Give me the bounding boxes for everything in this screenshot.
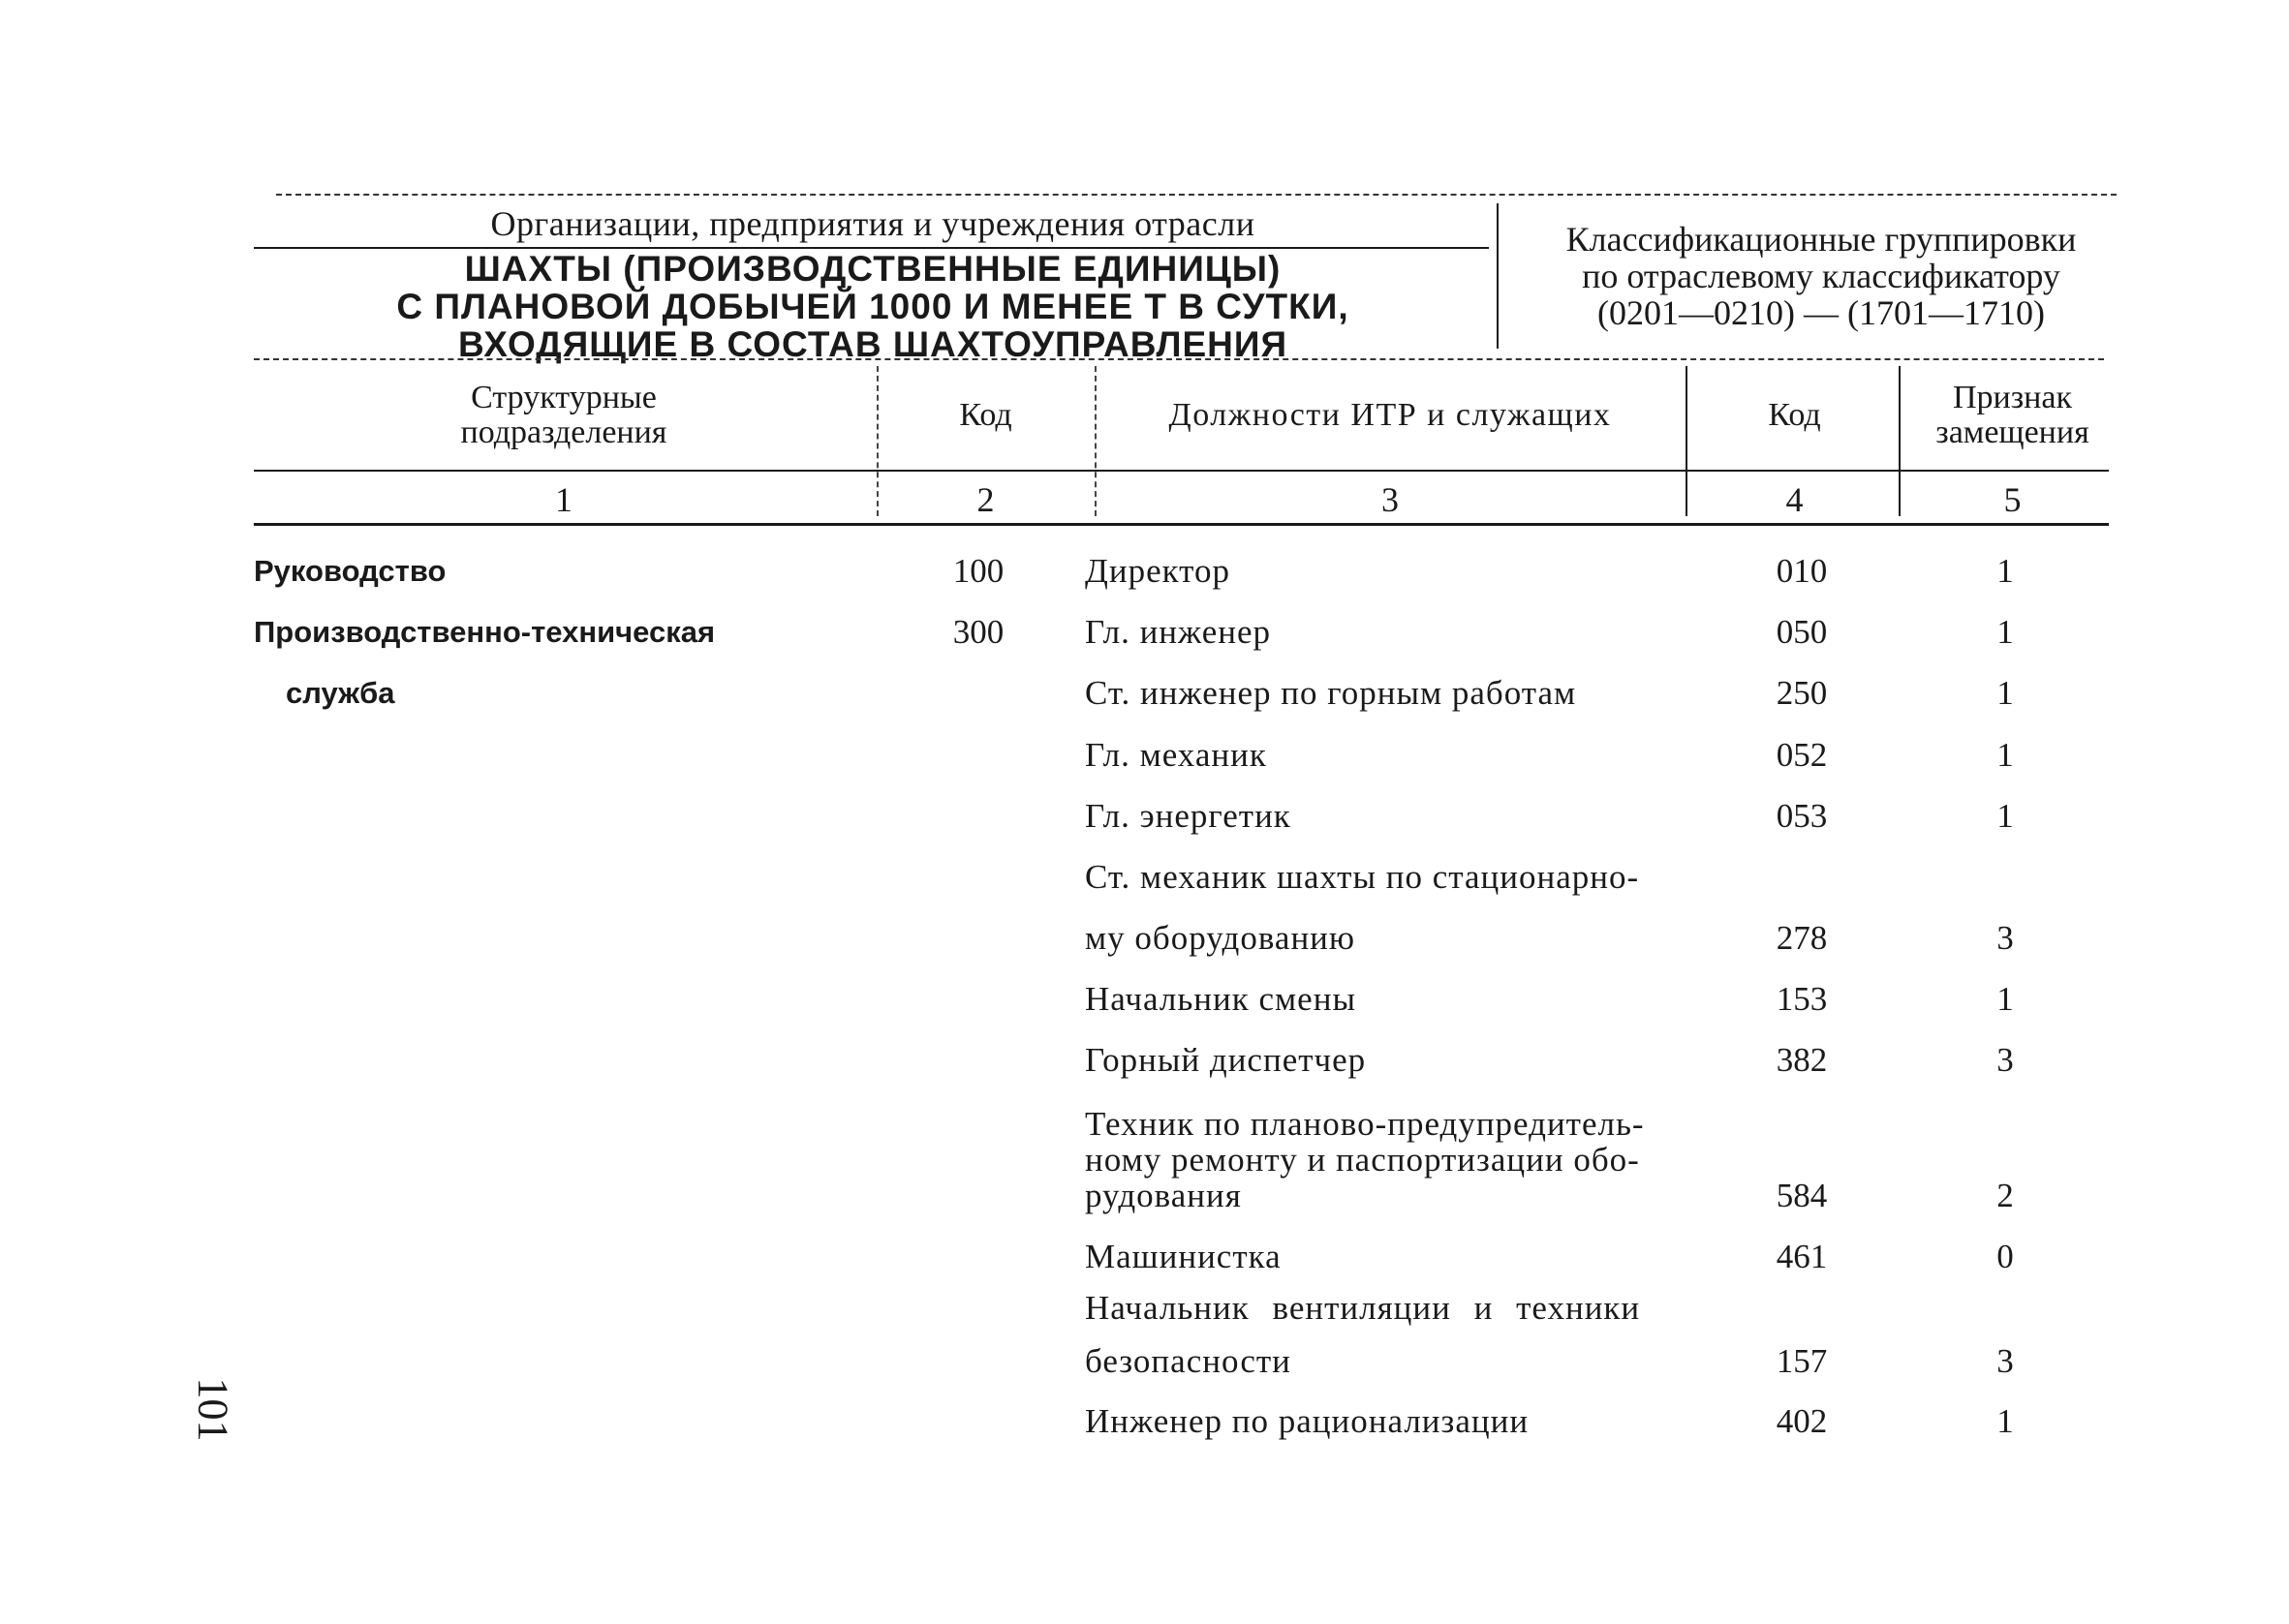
col-number-rule (254, 523, 2109, 526)
unit-code: 100 (952, 552, 1005, 590)
position-code: 052 (1776, 736, 1828, 774)
position-code: 153 (1776, 980, 1828, 1018)
col-number-1: 1 (555, 480, 572, 519)
replacement-sign: 1 (1996, 736, 2014, 774)
classification-line-1: Классификационные группировки (1565, 220, 2077, 259)
replacement-sign: 1 (1996, 1402, 2014, 1440)
position-code: 157 (1776, 1342, 1828, 1380)
replacement-sign: 3 (1996, 1342, 2014, 1380)
position-title-line: Техник по планово-предупредитель- (1085, 1105, 1645, 1143)
unit-name: служба (286, 676, 395, 710)
col-header-positions: Должности ИТР и служащих (1168, 397, 1612, 433)
top-rule (276, 194, 2117, 196)
col-number-3: 3 (1381, 480, 1399, 519)
position-title-line: ному ремонту и паспортизации обо- (1085, 1141, 1640, 1179)
position-code: 382 (1776, 1041, 1828, 1079)
position-code: 250 (1776, 674, 1828, 712)
position-title: Инженер по рационализации (1085, 1402, 1530, 1440)
col-number-5: 5 (2003, 480, 2022, 519)
position-code: 010 (1776, 552, 1828, 590)
replacement-sign: 1 (1996, 980, 2014, 1018)
classification-heading (1521, 221, 2121, 331)
position-title-line: Ст. механик шахты по стационарно- (1085, 858, 1640, 896)
replacement-sign: 1 (1996, 613, 2014, 651)
position-title-line: рудования (1085, 1177, 1242, 1214)
position-title: Ст. инженер по горным работам (1085, 674, 1577, 712)
position-code: 278 (1776, 919, 1828, 957)
position-code: 053 (1776, 797, 1828, 835)
col-number-2: 2 (976, 480, 995, 519)
unit-code: 300 (952, 613, 1005, 651)
replacement-sign: 3 (1996, 1041, 2014, 1079)
unit-name: Производственно-техническая (254, 615, 716, 649)
position-code: 584 (1776, 1177, 1828, 1214)
position-title-line: Начальник вентиляции и техники (1085, 1289, 1641, 1327)
position-title: Гл. энергетик (1085, 797, 1291, 835)
header-divider (1497, 203, 1499, 349)
document-title (257, 250, 1489, 363)
position-code: 402 (1776, 1402, 1828, 1440)
header-bottom-rule (254, 358, 2104, 360)
position-code: 461 (1776, 1238, 1828, 1275)
title-line-3: ВХОДЯЩИЕ В СОСТАВ ШАХТОУПРАВЛЕНИЯ (457, 324, 1288, 364)
replacement-sign: 0 (1996, 1238, 2014, 1275)
col-divider-3 (1686, 366, 1687, 516)
col-divider-1 (877, 366, 879, 516)
position-title: Директор (1085, 552, 1231, 590)
position-title-line: му оборудованию (1085, 919, 1356, 957)
title-line-2: С ПЛАНОВОЙ ДОБЫЧЕЙ 1000 И МЕНЕЕ Т В СУТКИ, (396, 287, 1349, 326)
col-header-unit-code: Код (959, 397, 1012, 433)
title-line-1: ШАХТЫ (ПРОИЗВОДСТВЕННЫЕ ЕДИНИЦЫ) (464, 249, 1282, 289)
replacement-sign: 1 (1996, 552, 2014, 590)
organizations-heading: Организации, предприятия и учреждения отрасли (490, 204, 1255, 243)
col-divider-4 (1899, 366, 1901, 516)
col-header-position-code: Код (1768, 397, 1821, 433)
unit-name: Руководство (254, 554, 447, 588)
position-title: Горный диспетчер (1085, 1041, 1367, 1079)
page-number: 101 (189, 1377, 237, 1442)
position-title: Гл. механик (1085, 736, 1267, 774)
position-title-line: безопасности (1085, 1342, 1291, 1380)
position-title: Начальник смены (1085, 980, 1356, 1018)
replacement-sign: 1 (1996, 797, 2014, 835)
col-number-4: 4 (1785, 480, 1804, 519)
classification-line-3: (0201—0210) — (1701—1710) (1597, 293, 2045, 332)
replacement-sign: 1 (1996, 674, 2014, 712)
col-header-replacement-sign: Признак замещения (1935, 380, 2089, 450)
position-title: Гл. инженер (1085, 613, 1272, 651)
position-title: Машинистка (1085, 1238, 1282, 1275)
col-divider-2 (1095, 366, 1097, 516)
col-header-units: Структурные подразделения (460, 380, 667, 450)
position-code: 050 (1776, 613, 1828, 651)
replacement-sign: 2 (1996, 1177, 2014, 1214)
replacement-sign: 3 (1996, 919, 2014, 957)
classification-line-2: по отраслевому классификатору (1582, 257, 2060, 295)
col-header-rule (254, 470, 2109, 472)
